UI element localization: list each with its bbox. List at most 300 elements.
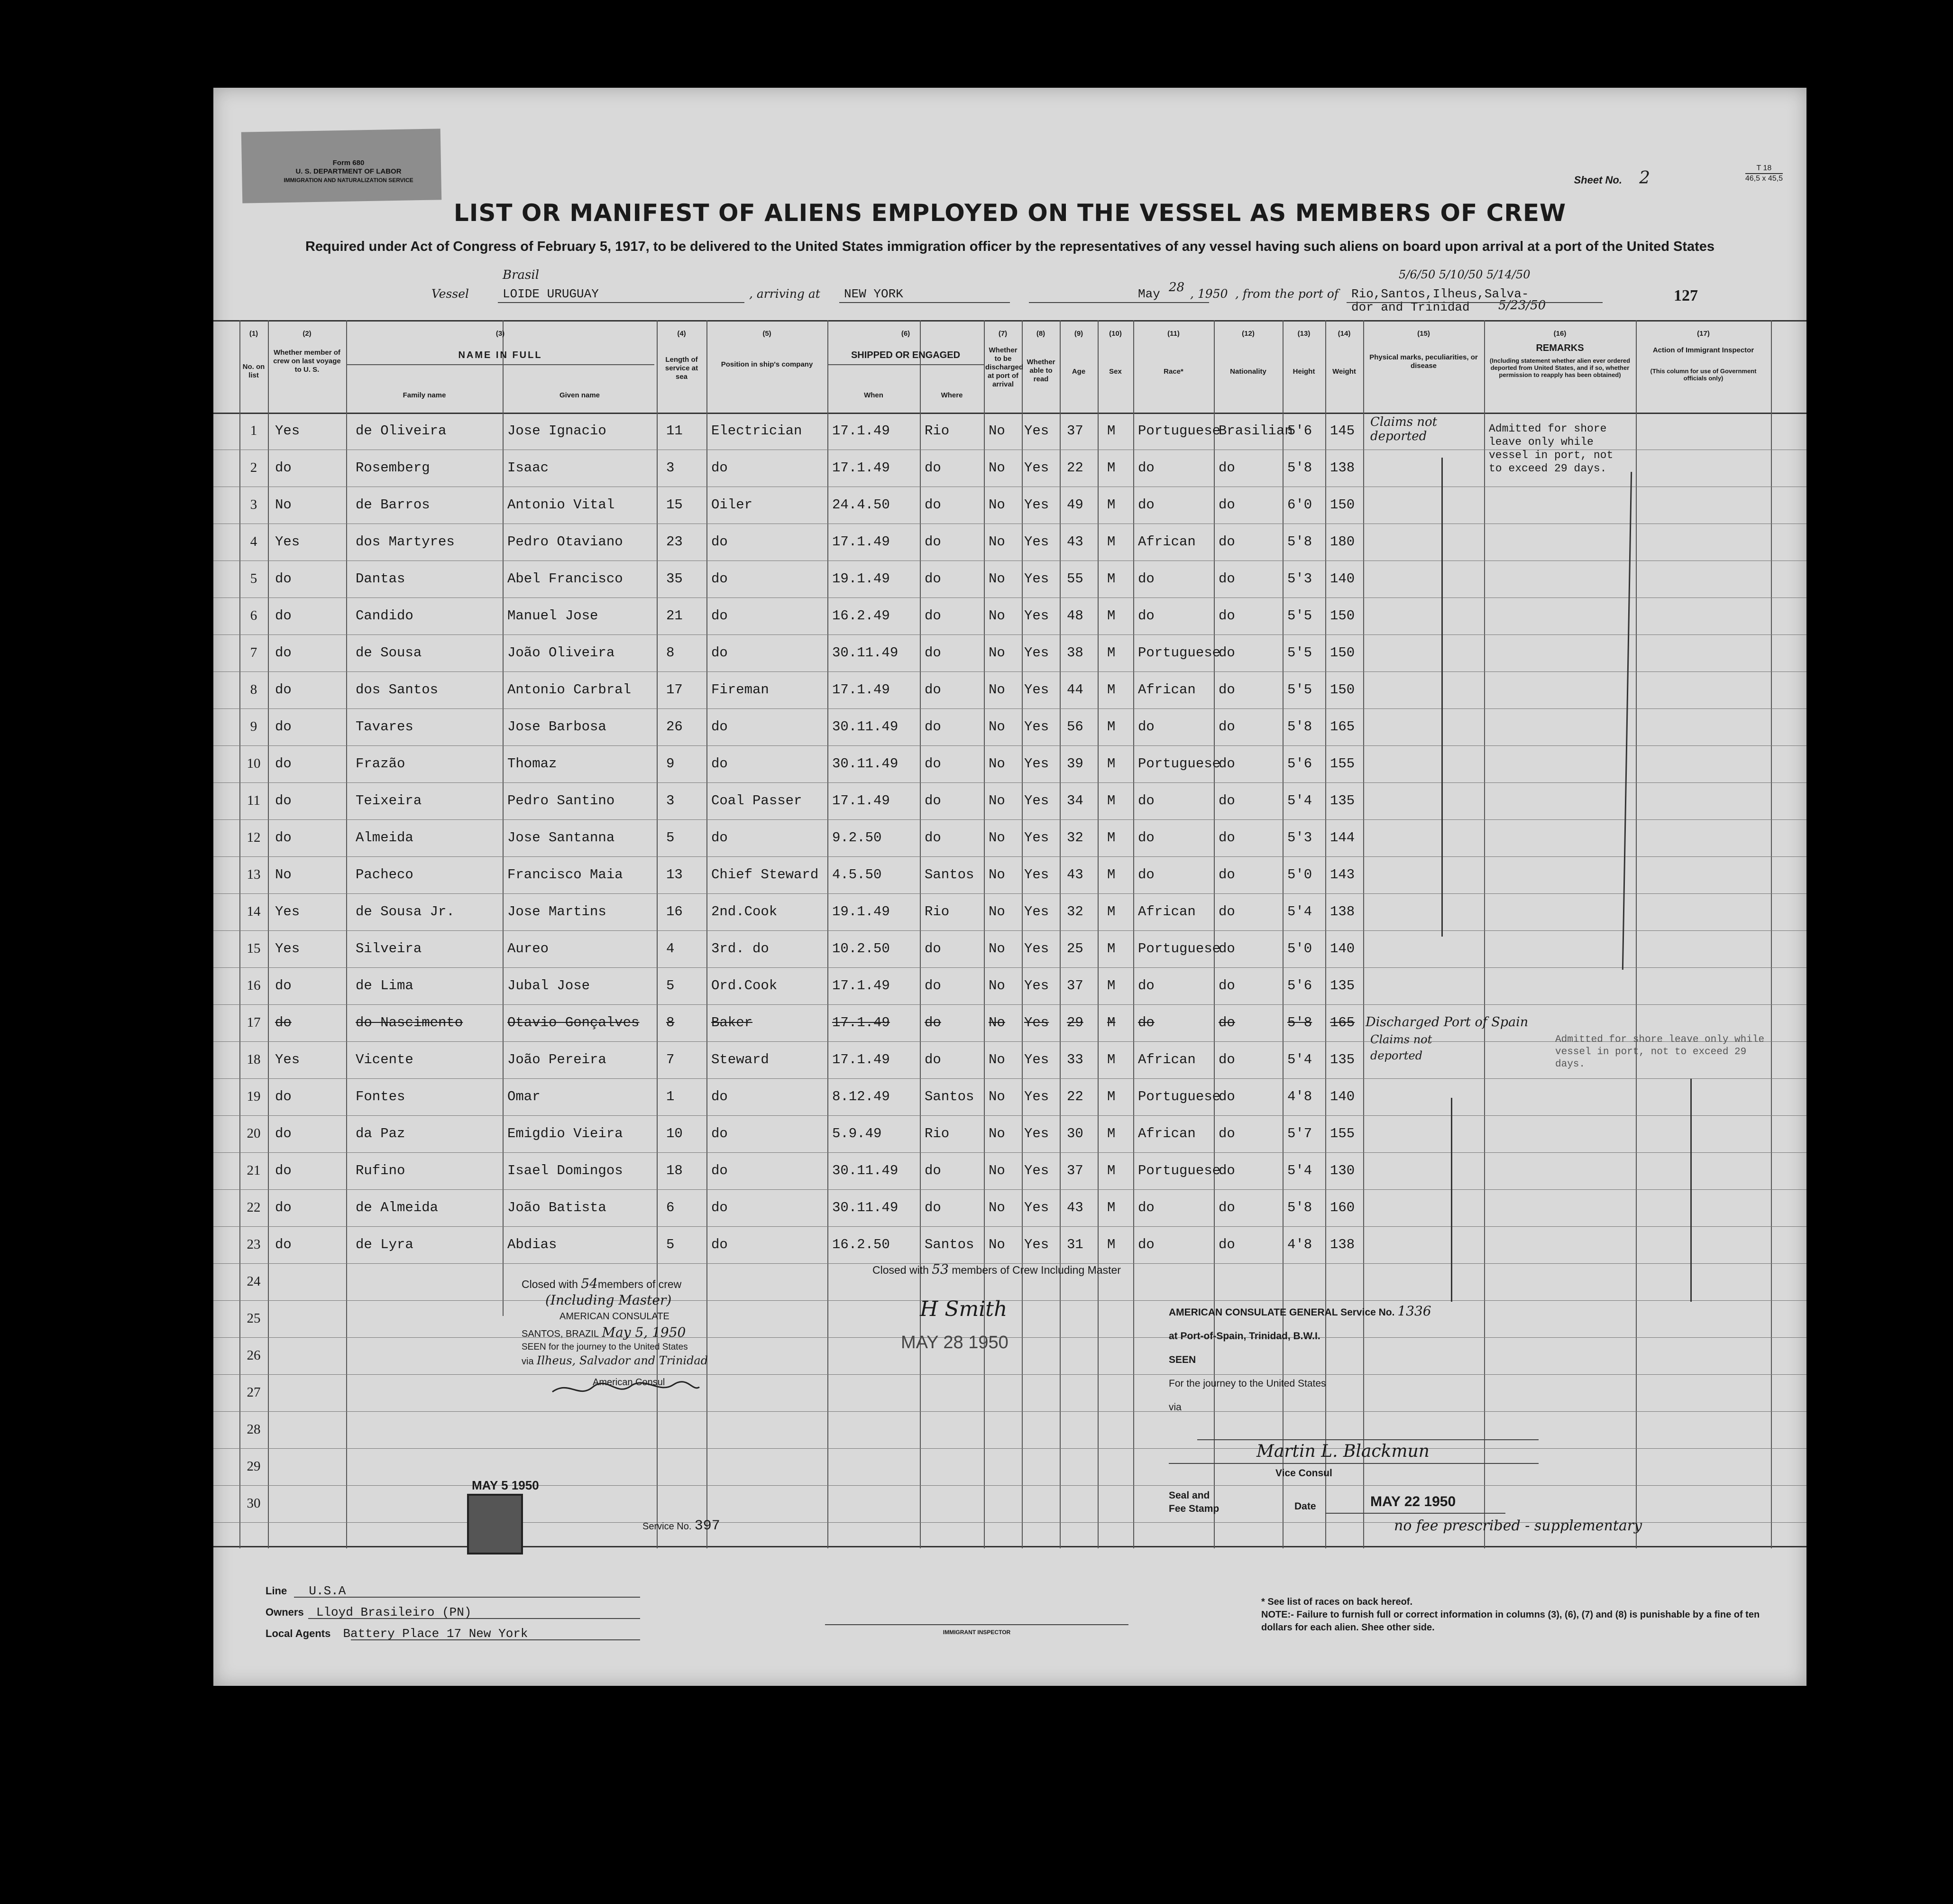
row-race: do — [1138, 1200, 1155, 1215]
row-weight: 144 — [1330, 830, 1355, 846]
row-divider — [213, 1374, 1806, 1375]
consulate-date-handwritten: May 5, 1950 — [602, 1325, 686, 1340]
row-height: 5'4 — [1287, 1163, 1312, 1178]
row-length: 5 — [666, 830, 675, 846]
row-where: do — [925, 645, 941, 661]
row-height: 5'8 — [1287, 1200, 1312, 1215]
row-read: Yes — [1024, 1163, 1049, 1178]
row-nationality: do — [1219, 830, 1235, 846]
departure-ports: Rio,Santos,Ilheus,Salva- — [1351, 287, 1529, 301]
row-family-name: Rosemberg — [356, 460, 430, 476]
arriving-label: , arriving at — [749, 287, 820, 301]
row-number: 8 — [250, 682, 257, 697]
row-given-name: Abdias — [507, 1237, 557, 1252]
row-height: 5'3 — [1287, 571, 1312, 587]
row-where: do — [925, 682, 941, 698]
row-position: Oiler — [711, 497, 753, 513]
row-when: 17.1.49 — [832, 1052, 890, 1067]
row-age: 55 — [1067, 571, 1083, 587]
row-read: Yes — [1024, 1089, 1049, 1104]
row-read: Yes — [1024, 1237, 1049, 1252]
santos-stamp-date: MAY 5 1950 — [472, 1478, 539, 1492]
row-number: 4 — [250, 534, 257, 549]
service-number: 397 — [694, 1518, 720, 1534]
line-footer — [266, 1584, 346, 1598]
row-sex: M — [1107, 793, 1116, 809]
including-master-handwritten: (Including Master) — [545, 1292, 672, 1308]
row-given-name: Omar — [507, 1089, 541, 1104]
row-given-name: João Batista — [507, 1200, 606, 1215]
santos-consulate-block — [522, 1276, 816, 1390]
row-when: 19.1.49 — [832, 904, 890, 920]
row-race: do — [1138, 867, 1155, 883]
via-label: via — [522, 1356, 534, 1367]
row-family-name: Rufino — [356, 1163, 405, 1178]
page-number: 127 — [1674, 287, 1698, 304]
row-height: 5'8 — [1287, 719, 1312, 735]
row-sex: M — [1107, 682, 1116, 698]
ny-inspector-signature: H Smith — [920, 1297, 1008, 1321]
row-age: 32 — [1067, 830, 1083, 846]
row-sex: M — [1107, 1200, 1116, 1215]
row-discharged: No — [989, 1237, 1005, 1252]
row-when: 17.1.49 — [832, 423, 890, 439]
row-nationality: do — [1219, 904, 1235, 920]
row-height: 5'4 — [1287, 904, 1312, 920]
row-discharged: No — [989, 904, 1005, 920]
row-read: Yes — [1024, 719, 1049, 735]
row-height: 5'6 — [1287, 423, 1312, 439]
row-weight: 180 — [1330, 534, 1355, 550]
col-num: (11) — [1167, 330, 1180, 338]
seal-fee-label — [1169, 1489, 1219, 1516]
row-discharged: No — [989, 1126, 1005, 1141]
col-num: (4) — [677, 330, 686, 338]
row-family-name: de Lyra — [356, 1237, 413, 1252]
row-weight: 150 — [1330, 682, 1355, 698]
row-where: do — [925, 830, 941, 846]
row-read: Yes — [1024, 460, 1049, 476]
row-position: do — [711, 1126, 728, 1141]
row-number: 20 — [247, 1126, 261, 1141]
row-when: 17.1.49 — [832, 978, 890, 993]
line-label: Line — [266, 1585, 287, 1597]
row-height: 5'5 — [1287, 682, 1312, 698]
row-sex: M — [1107, 1237, 1116, 1252]
line-value: U.S.A — [309, 1584, 346, 1598]
row-length: 9 — [666, 756, 675, 772]
row-age: 39 — [1067, 756, 1083, 772]
row-where: Rio — [925, 423, 950, 439]
row-family-name: Silveira — [356, 941, 422, 957]
inspector-label: IMMIGRANT INSPECTOR — [943, 1629, 1011, 1636]
row-read: Yes — [1024, 1015, 1049, 1030]
row-race: African — [1138, 1126, 1196, 1141]
row-sex: M — [1107, 1126, 1116, 1141]
seen-label: SEEN for the journey to the United States — [522, 1342, 688, 1352]
ny-closed-block — [872, 1261, 1228, 1278]
col-num: (9) — [1074, 330, 1083, 338]
row-race: do — [1138, 793, 1155, 809]
row-number: 1 — [250, 423, 257, 438]
row-where: do — [925, 1052, 941, 1067]
row-prev-voyage: do — [275, 608, 292, 624]
header-prev-voyage: Whether member of crew on last voyage to U. S. — [273, 349, 341, 374]
ditto-line — [1451, 1098, 1452, 1302]
row-given-name: Jose Barbosa — [507, 719, 606, 735]
row-given-name: Jose Martins — [507, 904, 606, 920]
row-position: Steward — [711, 1052, 769, 1067]
row-sex: M — [1107, 719, 1116, 735]
row-position: do — [711, 608, 728, 624]
row-position: Electrician — [711, 423, 802, 439]
row-position: do — [711, 1200, 728, 1215]
ny-closed-end: members of Crew Including Master — [952, 1264, 1121, 1276]
row-length: 21 — [666, 608, 683, 624]
row-length: 35 — [666, 571, 683, 587]
row-family-name: de Oliveira — [356, 423, 447, 439]
row-position: Chief Steward — [711, 867, 819, 883]
row-position: do — [711, 534, 728, 550]
header-action-sub: (This column for use of Government officials only) — [1650, 368, 1757, 382]
row-sex: M — [1107, 645, 1116, 661]
row-prev-voyage: No — [275, 497, 292, 513]
row-nationality: do — [1219, 867, 1235, 883]
row-given-name: Aureo — [507, 941, 549, 957]
row-when: 17.1.49 — [832, 682, 890, 698]
vessel-line — [251, 268, 1769, 314]
row-nationality: do — [1219, 497, 1235, 513]
row-number: 23 — [247, 1237, 261, 1252]
row-position: do — [711, 571, 728, 587]
row-read: Yes — [1024, 756, 1049, 772]
manifest-document — [213, 88, 1806, 1686]
row-sex: M — [1107, 904, 1116, 920]
row-discharged: No — [989, 608, 1005, 624]
col-num: (2) — [303, 330, 312, 338]
row-age: 22 — [1067, 1089, 1083, 1104]
row-sex: M — [1107, 1089, 1116, 1104]
consulate-city: SANTOS, BRAZIL — [522, 1329, 599, 1339]
row-position: do — [711, 460, 728, 476]
row-family-name: de Sousa — [356, 645, 422, 661]
col-num: (7) — [998, 330, 1008, 338]
row-position: do — [711, 830, 728, 846]
races-note: * See list of races on back hereof. — [1261, 1597, 1413, 1607]
via-handwritten: Ilheus, Salvador and Trinidad — [536, 1354, 708, 1367]
row-discharged: No — [989, 793, 1005, 809]
row-length: 5 — [666, 1237, 675, 1252]
service-label: Service No. — [642, 1521, 692, 1532]
row-family-name: de Sousa Jr. — [356, 904, 455, 920]
row-height: 5'0 — [1287, 867, 1312, 883]
row-when: 30.11.49 — [832, 1163, 899, 1178]
row-number: 5 — [250, 571, 257, 586]
row-nationality: do — [1219, 1200, 1235, 1215]
remark-claims-not-deported-2: Claims not deported — [1370, 1033, 1432, 1062]
header-where: Where — [941, 391, 963, 399]
row-given-name: Isael Domingos — [507, 1163, 623, 1178]
row-race: do — [1138, 830, 1155, 846]
row-prev-voyage: Yes — [275, 904, 300, 920]
from-port-label: , from the port of — [1235, 287, 1339, 301]
remark-shore-leave-2: Admitted for shore leave only while vessel in port, not to exceed 29 days. — [1555, 1034, 1765, 1070]
row-nationality: do — [1219, 793, 1235, 809]
row-divider — [213, 819, 1806, 820]
row-family-name: Fontes — [356, 1089, 405, 1104]
row-when: 30.11.49 — [832, 645, 899, 661]
row-divider — [213, 1300, 1806, 1301]
row-nationality: do — [1219, 534, 1235, 550]
row-age: 37 — [1067, 1163, 1083, 1178]
row-length: 3 — [666, 460, 675, 476]
row-divider — [213, 1152, 1806, 1153]
row-given-name: Pedro Otaviano — [507, 534, 623, 550]
row-family-name: Teixeira — [356, 793, 422, 809]
row-age: 34 — [1067, 793, 1083, 809]
remark-shore-leave: Admitted for shore leave only while vessel in port, not to exceed 29 days. — [1489, 423, 1614, 475]
row-read: Yes — [1024, 978, 1049, 993]
row-weight: 155 — [1330, 756, 1355, 772]
row-weight: 140 — [1330, 571, 1355, 587]
row-height: 5'8 — [1287, 1015, 1312, 1030]
row-weight: 143 — [1330, 867, 1355, 883]
row-position: do — [711, 645, 728, 661]
row-prev-voyage: do — [275, 978, 292, 993]
row-race: do — [1138, 608, 1155, 624]
form-size: 46,5 x 45,5 — [1745, 173, 1783, 184]
row-discharged: No — [989, 497, 1005, 513]
header-height: Height — [1293, 368, 1315, 376]
row-weight: 130 — [1330, 1163, 1355, 1178]
row-where: do — [925, 978, 941, 993]
row-length: 13 — [666, 867, 683, 883]
row-number: 15 — [247, 941, 261, 956]
form-code-value: T 18 — [1756, 164, 1772, 172]
row-prev-voyage: Yes — [275, 941, 300, 957]
row-divider — [213, 1004, 1806, 1005]
row-number: 6 — [250, 608, 257, 623]
trinidad-via: via — [1169, 1402, 1182, 1413]
col-num: (5) — [762, 330, 771, 338]
row-height: 4'8 — [1287, 1237, 1312, 1252]
row-divider — [213, 1226, 1806, 1227]
row-nationality: do — [1219, 1052, 1235, 1067]
row-height: 5'7 — [1287, 1126, 1312, 1141]
row-discharged: No — [989, 534, 1005, 550]
row-prev-voyage: do — [275, 719, 292, 735]
row-prev-voyage: do — [275, 1089, 292, 1104]
row-nationality: do — [1219, 571, 1235, 587]
row-discharged: No — [989, 1052, 1005, 1067]
row-read: Yes — [1024, 1052, 1049, 1067]
row-weight: 155 — [1330, 1126, 1355, 1141]
col-num: (8) — [1036, 330, 1045, 338]
row-when: 30.11.49 — [832, 1200, 899, 1215]
row-age: 31 — [1067, 1237, 1083, 1252]
row-family-name: Frazão — [356, 756, 405, 772]
row-race: African — [1138, 1052, 1196, 1067]
fee-stamp — [467, 1494, 523, 1554]
row-number: 10 — [247, 756, 261, 771]
col-num: (6) — [901, 330, 910, 338]
consul-label: American Consul — [593, 1377, 665, 1388]
trinidad-consulate-block — [1169, 1304, 1548, 1415]
row-sex: M — [1107, 830, 1116, 846]
page-subtitle: Required under Act of Congress of February 5, 1917, to be delivered to the United States immigration officer by the representatives of any vessel having such aliens on board upon arrival at a port of the United States — [305, 239, 1715, 254]
row-age: 38 — [1067, 645, 1083, 661]
row-number: 25 — [247, 1311, 261, 1326]
row-where: do — [925, 719, 941, 735]
ditto-line — [1622, 472, 1632, 970]
ditto-line — [1441, 458, 1443, 937]
row-weight: 135 — [1330, 1052, 1355, 1067]
row-discharged: No — [989, 571, 1005, 587]
footer-note — [1261, 1596, 1783, 1634]
row-weight: 140 — [1330, 941, 1355, 957]
row-height: 5'4 — [1287, 1052, 1312, 1067]
crew-table — [213, 320, 1806, 1548]
ny-closed-label: Closed with — [872, 1264, 929, 1276]
header-age: Age — [1072, 368, 1086, 376]
row-race: Portuguese — [1138, 941, 1221, 957]
row-family-name: do Nascimento — [356, 1015, 463, 1030]
row-nationality: do — [1219, 682, 1235, 698]
row-length: 8 — [666, 1015, 675, 1030]
row-given-name: Francisco Maia — [507, 867, 623, 883]
row-prev-voyage: Yes — [275, 1052, 300, 1067]
row-weight: 165 — [1330, 719, 1355, 735]
closed-label: Closed with — [522, 1278, 578, 1290]
penalty-note: NOTE:- Failure to furnish full or correct information in columns (3), (6), (7) and (8) is punishable by a fine of ten dollars for each alien. Shee other side. — [1261, 1610, 1760, 1633]
row-race: Portuguese — [1138, 423, 1221, 439]
header-remarks-sub: (Including statement whether alien ever ordered deported from United States, and if so, whether permission to reapply has been obtained) — [1489, 357, 1631, 378]
row-sex: M — [1107, 941, 1116, 957]
row-nationality: do — [1219, 1126, 1235, 1141]
row-position: Baker — [711, 1015, 753, 1030]
row-where: do — [925, 608, 941, 624]
row-number: 2 — [250, 460, 257, 475]
row-nationality: do — [1219, 1015, 1235, 1030]
row-race: African — [1138, 534, 1196, 550]
row-position: do — [711, 1237, 728, 1252]
row-height: 5'6 — [1287, 756, 1312, 772]
row-read: Yes — [1024, 571, 1049, 587]
row-length: 26 — [666, 719, 683, 735]
row-where: do — [925, 460, 941, 476]
vessel-label: Vessel — [431, 287, 469, 301]
row-race: do — [1138, 978, 1155, 993]
row-number: 21 — [247, 1163, 261, 1178]
row-divider — [213, 708, 1806, 709]
department-name: U. S. DEPARTMENT OF LABOR — [295, 167, 402, 175]
row-height: 4'8 — [1287, 1089, 1312, 1104]
row-race: Portuguese — [1138, 1089, 1221, 1104]
row-sex: M — [1107, 571, 1116, 587]
row-weight: 150 — [1330, 645, 1355, 661]
row-where: do — [925, 793, 941, 809]
row-position: Fireman — [711, 682, 769, 698]
header-given-name: Given name — [559, 391, 600, 399]
row-age: 56 — [1067, 719, 1083, 735]
remark-claims-not-deported: Claims not deported — [1370, 415, 1438, 443]
row-sex: M — [1107, 534, 1116, 550]
row-race: do — [1138, 460, 1155, 476]
row-position: do — [711, 1089, 728, 1104]
ny-closed-count-handwritten: 53 — [932, 1261, 949, 1277]
row-prev-voyage: do — [275, 682, 292, 698]
row-prev-voyage: do — [275, 756, 292, 772]
col-num: (1) — [249, 330, 258, 338]
row-race: do — [1138, 719, 1155, 735]
closed-count-handwritten: 54 — [581, 1276, 598, 1291]
row-when: 4.5.50 — [832, 867, 882, 883]
row-sex: M — [1107, 1015, 1116, 1030]
row-number: 3 — [250, 497, 257, 512]
row-height: 5'5 — [1287, 608, 1312, 624]
row-discharged: No — [989, 682, 1005, 698]
row-number: 27 — [247, 1385, 261, 1400]
departure-ports-cont: dor and Trinidad — [1351, 300, 1470, 314]
row-given-name: Jose Santanna — [507, 830, 615, 846]
row-divider — [213, 1115, 1806, 1116]
row-discharged: No — [989, 1200, 1005, 1215]
ny-arrival-stamp: MAY 28 1950 — [901, 1333, 1009, 1352]
row-length: 18 — [666, 1163, 683, 1178]
row-age: 37 — [1067, 423, 1083, 439]
row-length: 1 — [666, 1089, 675, 1104]
row-family-name: de Lima — [356, 978, 413, 993]
row-when: 17.1.49 — [832, 460, 890, 476]
row-divider — [213, 967, 1806, 968]
row-nationality: do — [1219, 460, 1235, 476]
row-given-name: Otavio Gonçalves — [507, 1015, 640, 1030]
row-sex: M — [1107, 978, 1116, 993]
row-discharged: No — [989, 978, 1005, 993]
vice-consul-label: Vice Consul — [1275, 1468, 1332, 1479]
row-read: Yes — [1024, 1126, 1049, 1141]
row-position: Ord.Cook — [711, 978, 778, 993]
row-number: 22 — [247, 1200, 261, 1215]
row-divider — [213, 745, 1806, 746]
sheet-number — [1574, 168, 1650, 188]
row-discharged: No — [989, 830, 1005, 846]
header-shipped: SHIPPED OR ENGAGED — [827, 351, 984, 365]
row-number: 16 — [247, 978, 261, 993]
agents-label: Local Agents — [266, 1628, 331, 1639]
col-num: (17) — [1697, 330, 1710, 338]
owners-label: Owners — [266, 1606, 304, 1618]
row-number: 24 — [247, 1274, 261, 1289]
row-discharged: No — [989, 1089, 1005, 1104]
row-number: 13 — [247, 867, 261, 882]
row-where: do — [925, 1200, 941, 1215]
row-age: 29 — [1067, 1015, 1083, 1030]
row-race: do — [1138, 497, 1155, 513]
row-age: 22 — [1067, 460, 1083, 476]
row-divider — [213, 782, 1806, 783]
row-where: do — [925, 534, 941, 550]
row-sex: M — [1107, 460, 1116, 476]
row-weight: 145 — [1330, 423, 1355, 439]
trinidad-journey: For the journey to the United States — [1169, 1378, 1326, 1389]
row-given-name: Antonio Carbral — [507, 682, 632, 698]
row-number: 28 — [247, 1422, 261, 1437]
service-name: IMMIGRATION AND NATURALIZATION SERVICE — [284, 177, 413, 184]
owners-footer — [266, 1605, 471, 1619]
row-read: Yes — [1024, 423, 1049, 439]
row-height: 5'6 — [1287, 978, 1312, 993]
